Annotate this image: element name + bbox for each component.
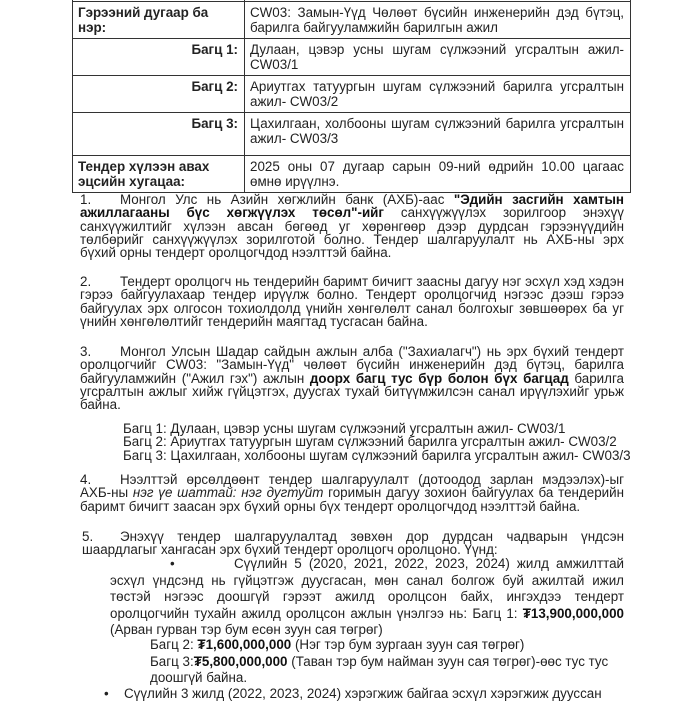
lot1-label: Багц 1: xyxy=(73,39,245,76)
amount-lot3: ₮5,800,000,000 xyxy=(193,653,288,669)
paragraph-3: 3. Монгол Улсын Шадар сайдын ажлын алба ("Захиалагч") нь эрх бүхий тендерт оролцогчийг CW03: "Замын-Үүд" чөлөөт бүсийн инженерийн дэд бүтэц, барилга байгууламжийн ("Ажил гэх") ажлын доорх багц тус бүр болон бүх багцад барилга угсралтын ажлыг хийж гүйцэтгэх, дуусгах тухай битүүмжилсэн санал ирүүлэхийг урьж байна. xyxy=(80,344,625,413)
paragraph-2: 2. Тендерт оролцогч нь тендерийн баримт бичигт заасны дагуу нэг эсхүл хэд хэдэн гэрээ байгуулахаар тендер ирүүлж болно. Тендерт оролцогчид нэгээс дээш гэрээ байгуулах эрх олгосон тохиолдолд үнийн хөнгөлөлт санал болгохыг зөвшөөрөх ба уг үнийн хөнгөлөлтийг тендерийн маягтад тусгасан байна. xyxy=(80,274,624,329)
lot-item: Багц 2: Ариутгах татуургын шугам сүлжээний барилга угсралтын ажил- CW03/2 xyxy=(123,434,617,450)
contract-name-label: Гэрээний дугаар ба нэр: xyxy=(73,2,245,39)
paragraph-number: 4. xyxy=(80,472,92,487)
bullet-icon: • xyxy=(170,556,175,571)
paragraph-number: 3. xyxy=(80,344,92,359)
procedure-italic: нэг үе шаттай: нэг дугтуйт xyxy=(132,485,324,501)
contract-info-table xyxy=(72,0,631,193)
project-name: "Эдийн засгийн хамтын ажиллагааны бүс хөгжүүлэх төсөл"-ийг xyxy=(80,192,625,221)
lots-list xyxy=(123,422,643,462)
contract-name-value: CW03: Замын-Үүд Чөлөөт бүсийн инженерийн дэд бүтэц, барилга байгууламжийн барилгын ажил xyxy=(245,2,631,39)
lot1-value: Дулаан, цэвэр усны шугам сүлжээний угсралтын ажил- CW03/1 xyxy=(245,39,631,76)
lot3-label: Багц 3: xyxy=(73,113,245,156)
lot-item: Багц 1: Дулаан, цэвэр усны шугам сүлжээний угсралтын ажил- CW03/1 xyxy=(123,421,566,436)
lot-item: Багц 3: Цахилгаан, холбооны шугам сүлжээний барилга угсралтын ажил- CW03/3 xyxy=(123,447,631,463)
bullet-item-experience: • Сүүлийн 5 (2020, 2021, 2022, 2023, 2024) жилд амжилттай эсхүл үндсэнд нь гүйцэтгэж дуусгасан, мөн санал болгож буй ажилтай ижил төстэй нэгээс доошгүй гэрээт ажилд оролцсон байх, ингэхдээ тендерт оролцогчийн тухайн ажилд оролцсон ажлын үнэлгээ нь: Багц 1: ₮13,900,000,000 (Арван гурван тэр бум есөн зуун сая төгрөг) xyxy=(110,556,624,637)
lot2-amount-line: Багц 2: ₮1,600,000,000 (Нэг тэр бум зургаан зуун сая төгрөг) xyxy=(150,637,525,652)
deadline-value: 2025 оны 07 дугаар сарын 09-ний өдрийн 10.00 цагаас өмнө ирүүлнэ. xyxy=(245,156,631,193)
table-row xyxy=(73,156,631,193)
table-row xyxy=(73,113,631,156)
paragraph-4: 4. Нээлттэй өрсөлдөөнт тендер шалгаруулалт (дотоодод зарлан мэдээлэх)-ыг АХБ-ны нэг үе шаттай: нэг дугтуйт горимын дагуу зохион байгуулах ба тендерийн баримт бичигт заасан эрх бүхий орны бүх тендерт оролцогчдод нээлттэй байна. xyxy=(80,472,624,514)
amount-lot2: ₮1,600,000,000 xyxy=(197,637,292,652)
lot3-value: Цахилгаан, холбооны шугам сүлжээний барилга угсралтын ажил- CW03/3 xyxy=(245,113,631,156)
paragraph-number: 1. xyxy=(80,192,92,207)
deadline-label: Тендер хүлээн авах эцсийн хугацаа: xyxy=(73,156,245,193)
paragraph-number: 5. xyxy=(82,529,94,544)
table-row xyxy=(73,76,631,113)
table-row xyxy=(73,39,631,76)
paragraph-1: 1. Монгол Улс нь Азийн хөгжлийн банк (АХБ)-аас "Эдийн засгийн хамтын ажиллагааны бүс хөгжүүлэх төсөл"-ийг санхүүжүүлэх зорилгоор энэхүү санхүүжилтийг хүлээн авсан бөгөөд уг хөрөнгөөр дээр дурдсан гэрээнүүдийн төлбөрийг санхүүжүүлэх зорилготой болно. Тендер шалгаруулалт нь АХБ-ны эрх бүхий орны тендерт оролцогчдод нээлттэй байна. xyxy=(80,192,625,261)
paragraph-5: 5. Энэхүү тендер шалгаруулалтад зөвхөн дор дурдсан чадварын үндсэн шаардлагыг хангасан эрх бүхий тендерт оролцогч оролцоно. Үүнд: xyxy=(82,529,624,558)
bullet-item-recent-projects: • Сүүлийн 3 жилд (2022, 2023, 2024) хэрэгжиж байгаа эсхүл хэрэгжиж дууссан xyxy=(104,686,602,701)
lot2-label: Багц 2: xyxy=(73,76,245,113)
amount-lot1: ₮13,900,000,000 xyxy=(522,605,624,621)
lot2-value: Ариутгах татуургын шугам сүлжээний барилга угсралтын ажил- CW03/2 xyxy=(245,76,631,113)
table-row xyxy=(73,2,631,39)
bullet-icon: • xyxy=(104,686,109,701)
paragraph-number: 2. xyxy=(80,274,92,289)
lot3-amount-line: Багц 3:₮5,800,000,000 (Таван тэр бум найман зуун сая төгрөг)-өөс тус тус доошгүй байна. xyxy=(150,653,609,685)
lots-emphasis: доорх багц тус бүр болон бүх багцад xyxy=(309,370,569,386)
lot-amounts xyxy=(150,637,630,687)
